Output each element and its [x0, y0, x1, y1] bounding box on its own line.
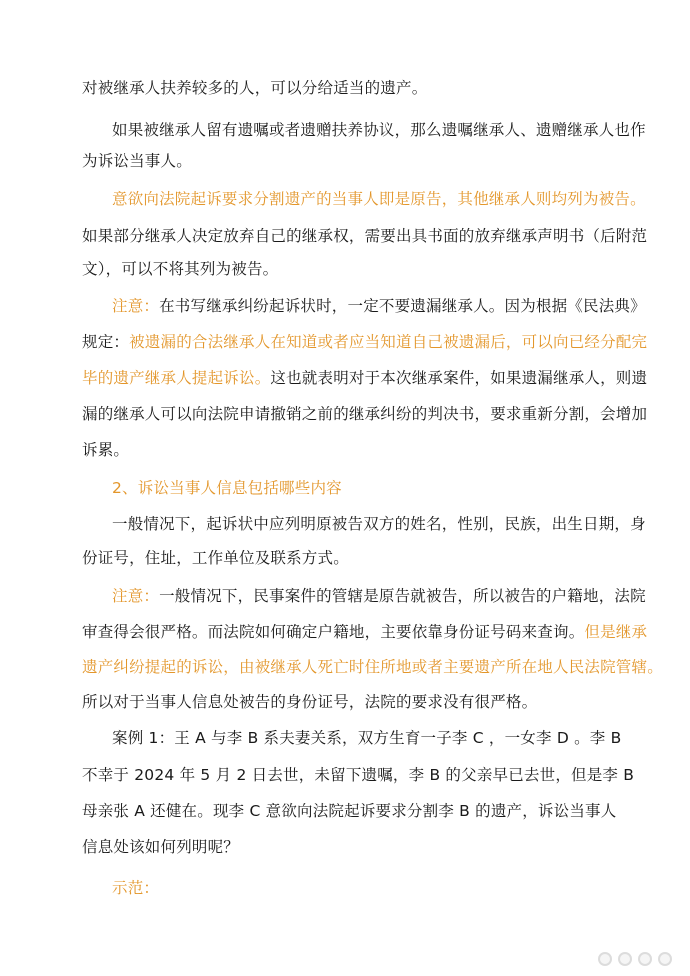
body-text: 所以对于当事人信息处被告的身份证号，法院的要求没有很严格。 — [82, 693, 538, 711]
highlighted-text: 示范： — [112, 879, 160, 897]
paragraph-line — [112, 728, 622, 748]
paragraph-line — [112, 296, 646, 316]
paragraph-line — [82, 368, 648, 388]
highlighted-text: 被遗漏的合法继承人在知道或者应当知道自己被遗漏后，可以向已经分配完 — [129, 333, 648, 351]
body-text: 如果部分继承人决定放弃自己的继承权，需要出具书面的放弃继承声明书（后附范 — [82, 227, 648, 245]
body-text: 在书写继承纠纷起诉状时，一定不要遗漏继承人。因为根据《民法典》 — [159, 297, 646, 315]
body-text: 案例 1：王 A 与李 B 系夫妻关系，双方生育一子李 C ，一女李 D 。李 B — [112, 729, 622, 747]
paragraph-line — [82, 226, 648, 246]
body-text: 份证号，住址，工作单位及联系方式。 — [82, 549, 349, 567]
paragraph-line — [82, 440, 622, 460]
highlighted-text: 注意： — [112, 587, 160, 605]
watermark-dot-icon — [658, 952, 672, 966]
body-text: 规定： — [82, 333, 130, 351]
body-text: 一般情况下，民事案件的管辖是原告就被告，所以被告的户籍地，法院 — [159, 587, 646, 605]
paragraph-line — [112, 514, 646, 534]
body-text: 不幸于 2024 年 5 月 2 日去世，未留下遗嘱，李 B 的父亲早已去世，但是李 B — [82, 766, 635, 784]
paragraph-line — [82, 78, 622, 98]
body-text: 母亲张 A 还健在。现李 C 意欲向法院起诉要求分割李 B 的遗产，诉讼当事人 — [82, 802, 617, 820]
highlighted-text: 注意： — [112, 297, 160, 315]
paragraph-line — [82, 765, 635, 785]
paragraph-line — [82, 548, 622, 568]
body-text: 审查得会很严格。而法院如何确定户籍地，主要依靠身份证号码来查询。 — [82, 623, 585, 641]
highlighted-text: 意欲向法院起诉要求分割遗产的当事人即是原告，其他继承人则均列为被告。 — [112, 190, 646, 208]
body-text: 如果被继承人留有遗嘱或者遗赠扶养协议，那么遗嘱继承人、遗赠继承人也作 — [112, 121, 646, 139]
paragraph-line — [82, 692, 622, 712]
body-text: 文），可以不将其列为被告。 — [82, 260, 279, 278]
highlighted-text: 但是继承 — [584, 623, 648, 641]
paragraph-line — [112, 120, 646, 140]
paragraph-line — [82, 332, 648, 352]
body-text: 这也就表明对于本次继承案件，如果遗漏继承人，则遗 — [270, 369, 648, 387]
body-text: 为诉讼当事人。 — [82, 152, 192, 170]
watermark-dot-icon — [618, 952, 632, 966]
example-heading — [112, 878, 622, 898]
body-text: 对被继承人扶养较多的人，可以分给适当的遗产。 — [82, 79, 428, 97]
watermark-icon — [598, 952, 672, 966]
section-heading — [112, 478, 622, 498]
highlighted-text: 遗产纠纷提起的诉讼，由被继承人死亡时住所地或者主要遗产所在地人民法院管辖。 — [82, 658, 663, 676]
highlighted-text: 毕的遗产继承人提起诉讼。 — [82, 369, 271, 387]
body-text: 一般情况下，起诉状中应列明原被告双方的姓名，性别，民族，出生日期，身 — [112, 515, 646, 533]
paragraph-line — [82, 404, 648, 424]
paragraph-line — [82, 837, 622, 857]
paragraph-line — [82, 259, 622, 279]
paragraph-line — [112, 189, 646, 209]
paragraph-line — [112, 586, 646, 606]
watermark-dot-icon — [598, 952, 612, 966]
body-text: 信息处该如何列明呢？ — [82, 838, 240, 856]
paragraph-line — [82, 151, 622, 171]
paragraph-line — [82, 801, 622, 821]
paragraph-line — [82, 622, 648, 642]
body-text: 诉累。 — [82, 441, 130, 459]
paragraph-line — [82, 657, 663, 677]
watermark-dot-icon — [638, 952, 652, 966]
body-text: 漏的继承人可以向法院申请撤销之前的继承纠纷的判决书，要求重新分割，会增加 — [82, 405, 648, 423]
highlighted-text: 2、诉讼当事人信息包括哪些内容 — [112, 479, 342, 497]
